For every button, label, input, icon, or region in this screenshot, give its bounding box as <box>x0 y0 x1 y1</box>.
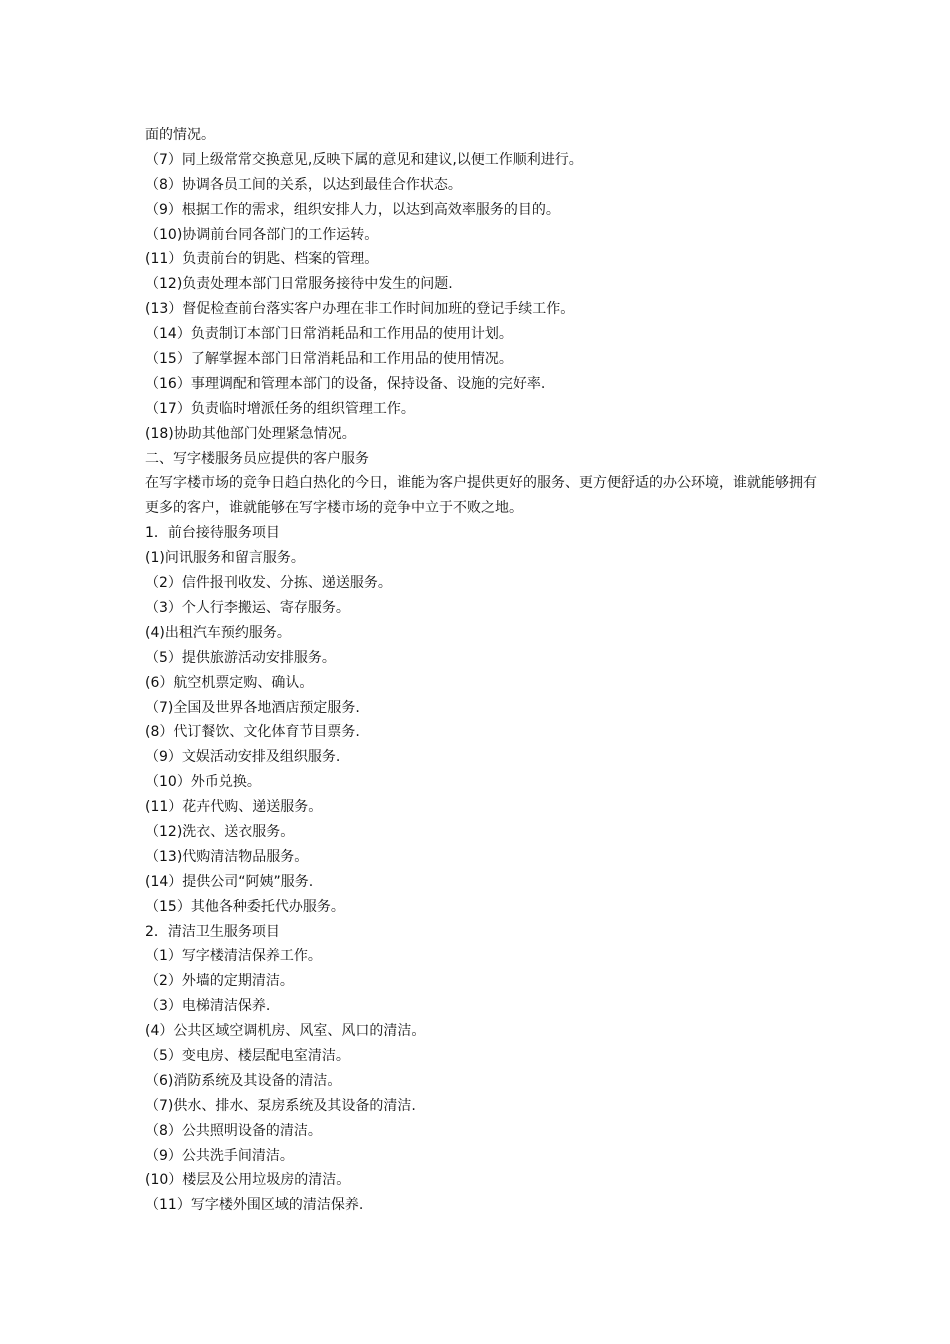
list-item: （1）写字楼清洁保养工作。 <box>145 948 322 965</box>
document-body <box>145 123 825 1218</box>
list-item: （10)协调前台同各部门的工作运转。 <box>145 226 379 243</box>
list-item: （2）外墙的定期清洁。 <box>145 973 294 990</box>
list-item: （9）公共洗手间清洁。 <box>145 1147 294 1164</box>
list-item: （3）电梯清洁保养. <box>145 998 271 1015</box>
subsection-heading: 2．清洁卫生服务项目 <box>145 923 280 940</box>
list-item: (13）督促检查前台落实客户办理在非工作时间加班的登记手续工作。 <box>145 301 575 318</box>
list-item: （12)负责处理本部门日常服务接待中发生的问题. <box>145 276 453 293</box>
list-item: （10）外币兑换。 <box>145 774 261 791</box>
list-item: (1)问讯服务和留言服务。 <box>145 550 305 567</box>
list-item: (4）公共区域空调机房、风室、风口的清洁。 <box>145 1023 426 1040</box>
list-item: （7）同上级常常交换意见,反映下属的意见和建议,以便工作顺利进行。 <box>145 151 583 168</box>
list-item: （5）提供旅游活动安排服务。 <box>145 649 336 666</box>
list-item: (6）航空机票定购、确认。 <box>145 674 314 691</box>
list-item: （5）变电房、楼层配电室清洁。 <box>145 1047 350 1064</box>
list-item: （16）事理调配和管理本部门的设备，保持设备、设施的完好率. <box>145 375 546 392</box>
list-item: （8）协调各员工间的关系，以达到最佳合作状态。 <box>145 176 462 193</box>
list-item: (10）楼层及公用垃圾房的清洁。 <box>145 1172 351 1189</box>
list-item: （9）文娱活动安排及组织服务. <box>145 749 341 766</box>
list-item: （3）个人行李搬运、寄存服务。 <box>145 599 350 616</box>
list-item: （6)消防系统及其设备的清洁。 <box>145 1072 342 1089</box>
list-item: （11）写字楼外围区域的清洁保养. <box>145 1197 364 1214</box>
list-item: （14）负责制订本部门日常消耗品和工作用品的使用计划。 <box>145 326 513 343</box>
list-item: (18)协助其他部门处理紧急情况。 <box>145 425 356 442</box>
list-item: (8）代订餐饮、文化体育节目票务. <box>145 724 360 741</box>
list-item: （7)全国及世界各地酒店预定服务. <box>145 699 360 716</box>
list-item: (4)出租汽车预约服务。 <box>145 624 291 641</box>
list-item: (11）花卉代购、递送服务。 <box>145 799 323 816</box>
list-item: (14）提供公司“阿姨”服务. <box>145 873 314 890</box>
list-item: （15）了解掌握本部门日常消耗品和工作用品的使用情况。 <box>145 351 513 368</box>
list-item: （17）负责临时增派任务的组织管理工作。 <box>145 400 415 417</box>
list-item: （8）公共照明设备的清洁。 <box>145 1122 322 1139</box>
list-item: （9）根据工作的需求，组织安排人力，以达到高效率服务的目的。 <box>145 201 560 218</box>
list-item: （2）信件报刊收发、分拣、递送服务。 <box>145 575 392 592</box>
subsection-heading: 1．前台接待服务项目 <box>145 525 280 542</box>
list-item: （15）其他各种委托代办服务。 <box>145 898 345 915</box>
text-line: 面的情况。 <box>145 127 215 143</box>
list-item: (11）负责前台的钥匙、档案的管理。 <box>145 251 379 268</box>
list-item: （7)供水、排水、泵房系统及其设备的清洁. <box>145 1097 416 1114</box>
list-item: （13)代购清洁物品服务。 <box>145 848 309 865</box>
list-item: （12)洗衣、送衣服务。 <box>145 823 295 840</box>
paragraph: 在写字楼市场的竞争日趋白热化的今日，谁能为客户提供更好的服务、更方便舒适的办公环境，谁就能够拥有更多的客户，谁就能够在写字楼市场的竞争中立于不败之地。 <box>145 475 817 517</box>
section-heading: 二、写字楼服务员应提供的客户服务 <box>145 450 369 467</box>
